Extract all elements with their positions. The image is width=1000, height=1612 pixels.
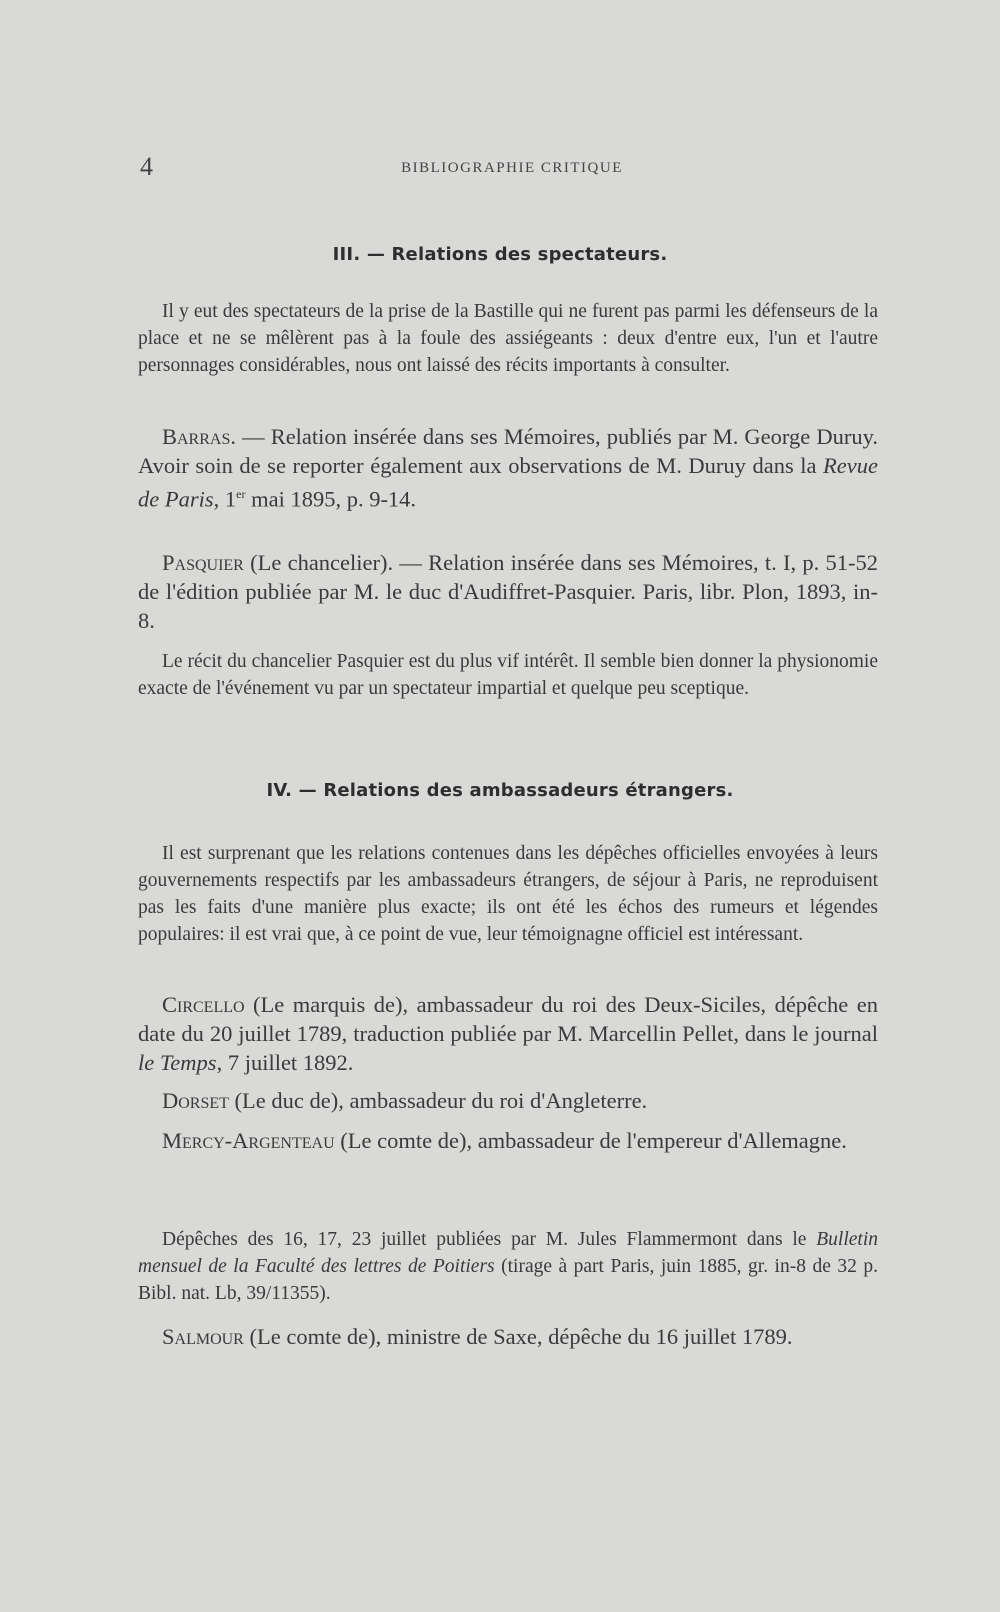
section-iii-intro: Il y eut des spectateurs de la prise de la Bastille qui ne furent pas parmi les défenseurs de la place et ne se mêlèrent pas à la foule des assiégeants : deux d'entre eux, l'un et l'autre personnages considérables, nous ont laissé des récits importants à consulter.	[138, 301, 878, 376]
entry-pasquier	[138, 548, 878, 635]
running-title: BIBLIOGRAPHIE CRITIQUE	[401, 160, 623, 176]
entry-author: Barras.	[162, 424, 236, 449]
entry-author: Dorset	[162, 1088, 229, 1113]
journal-title: Bulletin mensuel de la Faculté des lettres de Poitiers	[138, 1229, 878, 1277]
superscript: er	[236, 487, 246, 501]
section-iv-intro: Il est surprenant que les relations contenues dans les dépêches officielles envoyées à leurs gouvernements respectifs par les ambassadeurs étrangers, de séjour à Paris, ne reproduisent pas les faits d'une manière plus exacte; ils ont été les échos des rumeurs et légendes populaires: il est vrai que, à ce point de vue, leur témoignagne officiel est intéressant.	[138, 843, 878, 945]
running-head	[140, 152, 884, 186]
entry-circello	[138, 990, 878, 1077]
entry-text: Dépêches des 16, 17, 23 juillet publiées par M. Jules Flammermont dans le	[162, 1229, 817, 1250]
entry-text: (Le marquis de), ambassadeur du roi des Deux-Siciles, dépêche en date du 20 juillet 1789, traduction publiée par M. Marcellin Pellet, dans le journal	[138, 992, 878, 1046]
flammermont-note	[138, 1226, 878, 1307]
entry-author: Circello	[162, 992, 245, 1017]
entry-text: (Le comte de), ambassadeur de l'empereur d'Allemagne.	[334, 1128, 847, 1153]
page-number: 4	[140, 152, 153, 181]
entry-salmour	[138, 1322, 878, 1351]
entry-author: Salmour	[162, 1324, 244, 1349]
entry-author: Pasquier	[162, 550, 244, 575]
entry-dorset	[138, 1086, 878, 1115]
entry-text: (Le chancelier). — Relation insérée dans ses Mémoires, t. I, p. 51-52 de l'édition publiée par M. le duc d'Audiffret-Pasquier. Paris, libr. Plon, 1893, in-8.	[138, 550, 878, 633]
section-heading-iv: IV. — Relations des ambassadeurs étrangers.	[266, 780, 734, 801]
entry-mercy-argenteau	[138, 1126, 878, 1155]
entry-text: — Relation insérée dans ses Mémoires, publiés par M. George Duruy. Avoir soin de se reporter également aux observations de M. Duruy dans la	[138, 424, 878, 478]
entry-text: (Le duc de), ambassadeur du roi d'Angleterre.	[228, 1088, 648, 1113]
journal-title: Revue de Paris	[138, 453, 878, 512]
entry-text: (tirage à part Paris, juin 1885, gr. in-8 de 32 p. Bibl. nat. Lb, 39/11355).	[138, 1256, 878, 1304]
entry-barras	[138, 422, 878, 514]
section-heading-iii: III. — Relations des spectateurs.	[332, 244, 668, 265]
journal-title: le Temps	[138, 1050, 217, 1075]
entry-text: , 1	[213, 486, 237, 512]
entry-text: mai 1895, p. 9-14.	[245, 486, 417, 512]
entry-text: (Le comte de), ministre de Saxe, dépêche du 16 juillet 1789.	[243, 1324, 793, 1349]
entry-author: Mercy-Argenteau	[162, 1128, 335, 1153]
entry-text: , 7 juillet 1892.	[216, 1050, 354, 1075]
pasquier-comment: Le récit du chancelier Pasquier est du plus vif intérêt. Il semble bien donner la physionomie exacte de l'événement vu par un spectateur impartial et quelque peu sceptique.	[138, 651, 878, 699]
